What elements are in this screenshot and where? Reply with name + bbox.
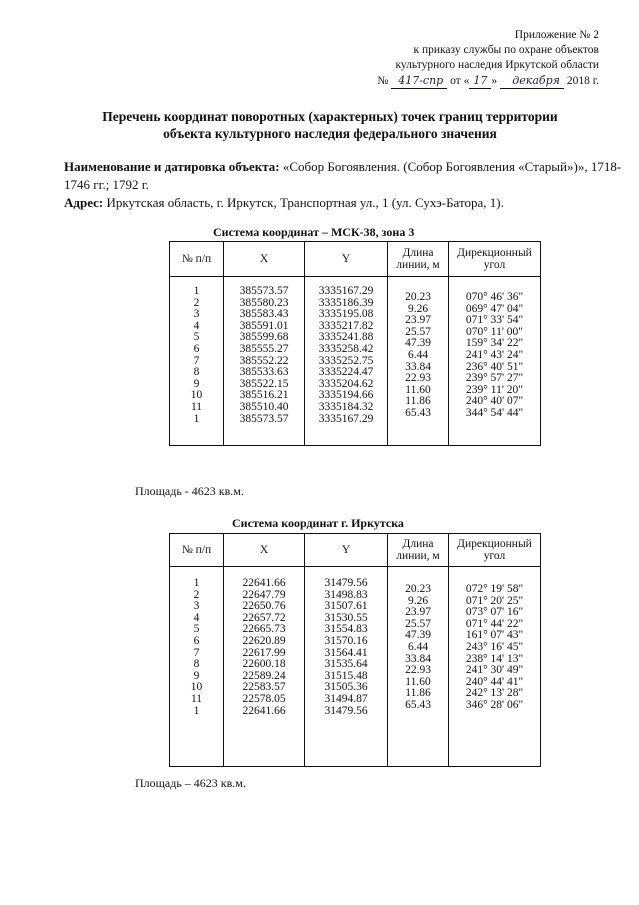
y-coordinate: 31479.56 (324, 577, 368, 589)
y-coordinate: 3335186.39 (318, 296, 374, 309)
table1-caption: Система координат – МСК-38, зона 3 (213, 225, 415, 239)
order-date-mid: » (491, 75, 498, 87)
line-length: 23.97 (405, 606, 431, 619)
point-number: 10 (190, 681, 203, 694)
x-coordinate: 22657.72 (242, 611, 286, 624)
x-coordinate: 385573.57 (239, 412, 289, 425)
object-name-value: «Собор Богоявления. (Собор Богоявления «Старый»)», 1718-1746 гг.; 1792 г. (64, 159, 622, 192)
line-length: 11.86 (405, 395, 431, 408)
object-address-value: Иркутская область, г. Иркутск, Транспортная ул., 1 (ул. Сухэ-Батора, 1). (103, 195, 504, 210)
table1-area: Площадь - 4623 кв.м. (135, 484, 244, 498)
table2-col-num (170, 567, 224, 767)
x-coordinate: 22600.18 (242, 658, 286, 671)
point-number: 3 (193, 308, 200, 321)
order-number-prefix: № (377, 75, 389, 87)
point-number: 8 (193, 658, 200, 671)
order-year: 2018 г. (566, 75, 599, 87)
point-number: 5 (193, 331, 200, 344)
line-length: 6.44 (407, 348, 429, 361)
line-length: 25.57 (405, 617, 431, 630)
line-length: 11.60 (405, 675, 431, 688)
line-length: 65.43 (405, 698, 431, 711)
line-length: 33.84 (405, 360, 431, 373)
point-number: 7 (193, 354, 200, 367)
y-coordinate: 31535.64 (324, 658, 368, 671)
direction-angle: 241° 43' 24" (465, 348, 524, 361)
header-angle-line1: Дирекционный (457, 538, 532, 550)
x-coordinate: 22647.79 (242, 588, 286, 601)
point-number: 2 (193, 296, 200, 309)
line-length: 20.23 (405, 583, 431, 595)
table1-header-num: № п/п (170, 242, 224, 277)
x-coordinate: 385583.43 (239, 308, 289, 321)
y-coordinate: 3335241.88 (318, 331, 374, 344)
y-coordinate: 3335167.29 (318, 285, 374, 297)
point-number: 2 (193, 588, 200, 601)
object-name-label: Наименование и датировка объекта: (64, 159, 280, 174)
y-coordinate: 3335204.62 (318, 377, 374, 390)
x-coordinate: 385516.21 (239, 389, 289, 402)
x-coordinate: 22665.73 (242, 623, 286, 636)
direction-angle: 236° 40' 51" (465, 360, 524, 373)
line-length: 9.26 (407, 594, 429, 607)
y-coordinate: 3335224.47 (318, 366, 374, 379)
point-number: 1 (193, 285, 200, 297)
y-coordinate: 31564.41 (324, 646, 368, 659)
x-coordinate: 22583.57 (242, 681, 286, 694)
y-coordinate: 31507.61 (324, 600, 368, 613)
direction-angle: 070° 11' 00" (466, 325, 523, 338)
direction-angle: 069° 47' 04" (465, 302, 524, 315)
direction-angle: 071° 44' 22" (465, 617, 524, 630)
x-coordinate: 22589.24 (242, 669, 286, 682)
line-length: 6.44 (407, 640, 429, 653)
point-number: 4 (193, 319, 200, 332)
x-coordinate: 385599.68 (239, 331, 289, 344)
point-number: 1 (193, 577, 200, 589)
line-length: 47.39 (405, 629, 431, 642)
y-coordinate: 3335194.66 (318, 389, 374, 402)
table1 (169, 241, 541, 446)
order-month-handwritten: декабря (500, 73, 564, 89)
direction-angle: 243° 16' 45" (465, 640, 524, 653)
table1-header-row (170, 242, 541, 277)
direction-angle: 240° 44' 41" (465, 675, 524, 688)
y-coordinate: 31554.83 (324, 623, 368, 636)
appendix-line-3: культурного наследия Иркутской области (395, 59, 599, 71)
title-line-2: объекта культурного наследия федерального значения (163, 126, 497, 141)
y-coordinate: 31515.48 (324, 669, 368, 682)
direction-angle: 240° 40' 07" (465, 395, 524, 408)
x-coordinate: 385522.15 (239, 377, 289, 390)
object-address (64, 194, 624, 212)
point-number: 9 (193, 377, 200, 390)
x-coordinate: 22641.66 (242, 577, 286, 589)
appendix-line-2: к приказу службы по охране объектов (413, 44, 599, 56)
object-address-label: Адрес: (64, 195, 104, 210)
x-coordinate: 385591.01 (239, 319, 289, 332)
order-number-line (377, 73, 599, 89)
appendix-line-1: Приложение № 2 (514, 29, 599, 41)
table2-col-angle (449, 567, 541, 767)
line-length: 11.60 (405, 383, 431, 396)
direction-angle: 070° 46' 36" (465, 291, 524, 303)
line-length: 22.93 (405, 372, 431, 385)
y-coordinate: 3335195.08 (318, 308, 374, 321)
point-number: 6 (193, 342, 200, 355)
direction-angle: 073° 07' 16" (465, 606, 524, 619)
line-length: 25.57 (405, 325, 431, 338)
table1-header-x: X (224, 242, 305, 277)
x-coordinate: 22650.76 (242, 600, 286, 613)
line-length: 65.43 (405, 406, 431, 419)
header-length-line2: линии, м (396, 259, 440, 271)
direction-angle: 239° 57' 27" (465, 372, 524, 385)
x-coordinate: 385555.27 (239, 342, 289, 355)
table2-col-length (388, 567, 449, 767)
line-length: 20.23 (405, 291, 431, 303)
order-number-handwritten: 417-спр (391, 73, 447, 89)
x-coordinate: 22617.99 (242, 646, 286, 659)
header-length-line2: линии, м (396, 550, 440, 562)
point-number: 11 (190, 692, 203, 705)
point-number: 1 (193, 412, 200, 425)
header-angle-line2: угол (483, 550, 506, 562)
point-number: 3 (193, 600, 200, 613)
x-coordinate: 22620.89 (242, 634, 286, 647)
table1-header-length (388, 242, 449, 277)
y-coordinate: 31479.56 (324, 704, 368, 717)
table2-area: Площадь – 4623 кв.м. (135, 776, 246, 790)
line-length: 22.93 (405, 664, 431, 677)
x-coordinate: 385510.40 (239, 400, 289, 413)
appendix-header (377, 28, 599, 89)
table2 (169, 533, 541, 767)
direction-angle: 071° 20' 25" (465, 594, 524, 607)
y-coordinate: 3335167.29 (318, 412, 374, 425)
table1-header-y: Y (305, 242, 388, 277)
line-length: 33.84 (405, 652, 431, 665)
line-length: 23.97 (405, 314, 431, 327)
y-coordinate: 31530.55 (324, 611, 368, 624)
table2-header-num: № п/п (170, 534, 224, 567)
direction-angle: 238° 14' 13" (465, 652, 524, 665)
order-date-from: от « (450, 75, 470, 87)
table2-header-length (388, 534, 449, 567)
order-day-handwritten: 17 (469, 73, 491, 89)
table1-col-y (305, 277, 388, 446)
table2-header-row (170, 534, 541, 567)
direction-angle: 161° 07' 43" (465, 629, 524, 642)
point-number: 1 (193, 704, 200, 717)
table2-header-x: X (224, 534, 305, 567)
table1-col-num (170, 277, 224, 446)
direction-angle: 241° 30' 49" (465, 664, 524, 677)
object-name (64, 158, 624, 194)
line-length: 11.86 (405, 687, 431, 700)
direction-angle: 159° 34' 22" (465, 337, 524, 350)
y-coordinate: 3335258.42 (318, 342, 374, 355)
line-length: 47.39 (405, 337, 431, 350)
direction-angle: 072° 19' 58" (465, 583, 524, 595)
direction-angle: 239° 11' 20" (466, 383, 523, 396)
point-number: 5 (193, 623, 200, 636)
header-angle-line1: Дирекционный (457, 247, 532, 259)
header-angle-line2: угол (483, 259, 506, 271)
point-number: 6 (193, 634, 200, 647)
table1-header-angle (449, 242, 541, 277)
table2-col-x (224, 567, 305, 767)
object-info (64, 158, 624, 212)
table1-col-angle (449, 277, 541, 446)
x-coordinate: 385533.63 (239, 366, 289, 379)
direction-angle: 344° 54' 44" (465, 406, 524, 419)
table2-body-row (170, 567, 541, 767)
direction-angle: 242° 13' 28" (465, 687, 524, 700)
x-coordinate: 22578.05 (242, 692, 286, 705)
x-coordinate: 385573.57 (239, 285, 289, 297)
y-coordinate: 3335217.82 (318, 319, 374, 332)
point-number: 9 (193, 669, 200, 682)
y-coordinate: 31505.36 (324, 681, 368, 694)
point-number: 10 (190, 389, 203, 402)
point-number: 11 (190, 400, 203, 413)
x-coordinate: 385552.22 (239, 354, 289, 367)
direction-angle: 071° 33' 54" (465, 314, 524, 327)
table2-header-y: Y (305, 534, 388, 567)
table1-col-length (388, 277, 449, 446)
table2-col-y (305, 567, 388, 767)
y-coordinate: 3335252.75 (318, 354, 374, 367)
document-title (50, 108, 610, 142)
table2-header-angle (449, 534, 541, 567)
header-length-line1: Длина (402, 247, 434, 259)
direction-angle: 346° 28' 06" (465, 698, 524, 711)
title-line-1: Перечень координат поворотных (характерных) точек границ территории (102, 109, 558, 124)
y-coordinate: 31570.16 (324, 634, 368, 647)
table1-col-x (224, 277, 305, 446)
line-length: 9.26 (407, 302, 429, 315)
header-length-line1: Длина (402, 538, 434, 550)
x-coordinate: 385580.23 (239, 296, 289, 309)
x-coordinate: 22641.66 (242, 704, 286, 717)
point-number: 8 (193, 366, 200, 379)
y-coordinate: 31494.87 (324, 692, 368, 705)
y-coordinate: 3335184.32 (318, 400, 374, 413)
y-coordinate: 31498.83 (324, 588, 368, 601)
point-number: 7 (193, 646, 200, 659)
table2-caption: Система координат г. Иркутска (232, 516, 404, 530)
table1-body-row (170, 277, 541, 446)
point-number: 4 (193, 611, 200, 624)
